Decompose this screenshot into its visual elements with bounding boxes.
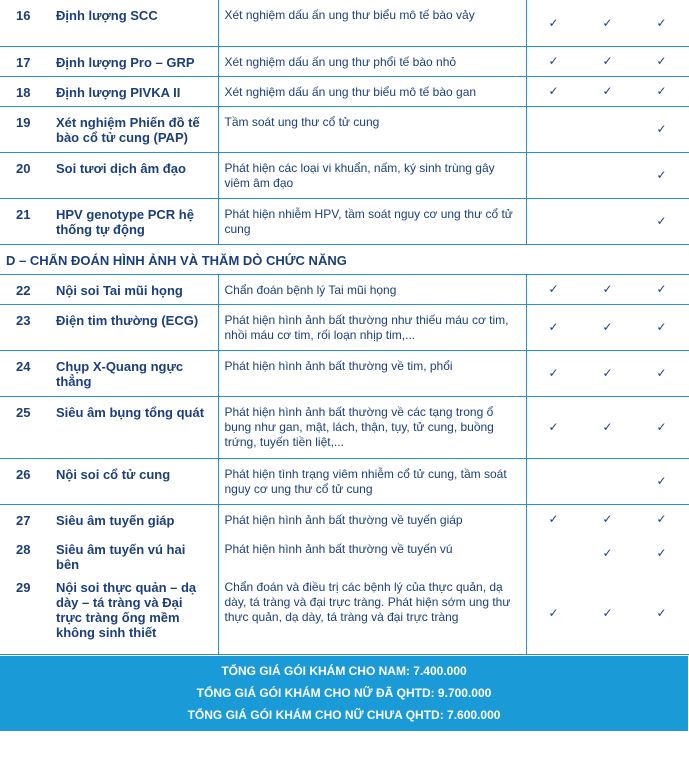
service-name: Siêu âm tuyến vú hai bên bbox=[46, 534, 218, 572]
check-male: ✓ bbox=[526, 46, 581, 76]
service-description: Phát hiện nhiễm HPV, tầm soát nguy cơ ung thư cổ tử cung bbox=[218, 198, 526, 244]
service-name: Xét nghiệm Phiến đồ tế bào cổ tử cung (PAP) bbox=[46, 106, 218, 152]
check-female-married: ✓ bbox=[581, 572, 635, 654]
check-female-married bbox=[581, 106, 635, 152]
check-female-single: ✓ bbox=[635, 0, 689, 46]
row-number: 18 bbox=[0, 76, 46, 106]
check-female-married: ✓ bbox=[602, 512, 613, 527]
service-description: Chẩn đoán và điều trị các bệnh lý của thực quản, dạ dày, tá tràng và đại trực tràng. Phát hiện sớm ung thư thực quản, dạ dày, tá tràng và đại trực tràng bbox=[218, 572, 526, 654]
service-name: Nội soi cổ tử cung bbox=[46, 458, 218, 504]
row-number: 29 bbox=[0, 572, 46, 654]
check-female-single: ✓ bbox=[635, 458, 689, 504]
check-female-married: ✓ bbox=[581, 46, 635, 76]
check-female-married: ✓ bbox=[581, 0, 635, 46]
service-description: Xét nghiệm dấu ấn ung thư biểu mô tế bào gan bbox=[218, 76, 526, 106]
check-male bbox=[526, 198, 581, 244]
check-female-single: ✓ bbox=[635, 572, 689, 654]
table-section-d-header bbox=[0, 244, 689, 274]
table-row bbox=[0, 46, 689, 76]
service-name: Điện tim thường (ECG) bbox=[46, 304, 218, 350]
service-description: Xét nghiệm dấu ấn ung thư biểu mô tế bào vảy bbox=[218, 0, 526, 46]
check-female-married bbox=[581, 458, 635, 504]
check-male: ✓ bbox=[526, 572, 581, 654]
check-female-single: ✓ bbox=[635, 350, 689, 396]
service-description: Xét nghiệm dấu ấn ung thư phổi tế bào nhỏ bbox=[218, 46, 526, 76]
check-female-single: ✓ bbox=[635, 46, 689, 76]
total-female-single: TỔNG GIÁ GÓI KHÁM CHO NỮ CHƯA QHTD: 7.600.000 bbox=[187, 708, 501, 722]
check-male: ✓ bbox=[526, 350, 581, 396]
check-female-single: ✓ bbox=[635, 198, 689, 244]
table-row bbox=[0, 458, 689, 504]
service-name: Siêu âm tuyến giáp bbox=[46, 504, 218, 534]
check-female-single: ✓ bbox=[635, 76, 689, 106]
service-description: Phát hiện tình trạng viêm nhiễm cổ tử cung, tầm soát nguy cơ ung thư cổ tử cung bbox=[218, 458, 526, 504]
check-female-single: ✓ bbox=[635, 274, 689, 304]
section-row bbox=[0, 244, 689, 274]
table-row bbox=[0, 0, 689, 46]
service-description: Phát hiện các loại vi khuẩn, nấm, ký sinh trùng gây viêm âm đạo bbox=[218, 152, 526, 198]
table-row bbox=[0, 572, 689, 654]
row-number: 28 bbox=[16, 542, 31, 557]
service-description: Phát hiện hình ảnh bất thường về các tạng trong ổ bụng như gan, mật, lách, thận, tụy, tử cung, buồng trứng, tuyến tiền liệt,... bbox=[218, 396, 526, 458]
service-name: Nội soi thực quản – dạ dày – tá tràng và Đại trực tràng ống mềm không sinh thiết bbox=[46, 572, 218, 654]
section-title: D – CHẨN ĐOÁN HÌNH ẢNH VÀ THĂM DÒ CHỨC NĂNG bbox=[0, 244, 689, 274]
total-female-married: TỔNG GIÁ GÓI KHÁM CHO NỮ ĐÃ QHTD: 9.700.000 bbox=[196, 686, 492, 700]
table-row bbox=[0, 152, 689, 198]
service-description: Chẩn đoán bệnh lý Tai mũi họng bbox=[218, 274, 526, 304]
row-number: 26 bbox=[0, 458, 46, 504]
check-male: ✓ bbox=[526, 76, 581, 106]
total-male: TỔNG GIÁ GÓI KHÁM CHO NAM: 7.400.000 bbox=[221, 664, 467, 678]
check-female-married: ✓ bbox=[581, 304, 635, 350]
service-name: Định lượng Pro – GRP bbox=[46, 46, 218, 76]
total-price-banner bbox=[0, 656, 688, 731]
check-female-married: ✓ bbox=[581, 274, 635, 304]
check-female-married bbox=[581, 198, 635, 244]
table-row bbox=[0, 350, 689, 396]
row-number: 25 bbox=[0, 396, 46, 458]
check-male: ✓ bbox=[526, 0, 581, 46]
table-row bbox=[0, 76, 689, 106]
check-male bbox=[526, 458, 581, 504]
check-male: ✓ bbox=[548, 512, 559, 527]
check-male bbox=[526, 534, 581, 572]
row-number: 16 bbox=[0, 0, 46, 46]
table-row bbox=[0, 274, 689, 304]
service-name: HPV genotype PCR hệ thống tự động bbox=[46, 198, 218, 244]
service-description: Tầm soát ung thư cổ tử cung bbox=[218, 106, 526, 152]
row-number: 24 bbox=[0, 350, 46, 396]
check-female-married: ✓ bbox=[581, 396, 635, 458]
service-description: Phát hiện hình ảnh bất thường về tim, phổi bbox=[218, 350, 526, 396]
service-name: Định lượng PIVKA II bbox=[46, 76, 218, 106]
table-row bbox=[0, 534, 689, 572]
check-male: ✓ bbox=[526, 304, 581, 350]
table-section-d bbox=[0, 274, 689, 654]
service-description: Phát hiện hình ảnh bất thường như thiếu máu cơ tim, nhồi máu cơ tim, rối loạn nhịp tim,... bbox=[218, 304, 526, 350]
service-description: Phát hiện hình ảnh bất thường về tuyến vú bbox=[218, 534, 526, 572]
row-number: 19 bbox=[0, 106, 46, 152]
row-number: 20 bbox=[0, 152, 46, 198]
table-row bbox=[0, 106, 689, 152]
check-female-single: ✓ bbox=[635, 152, 689, 198]
table-row bbox=[0, 504, 689, 534]
check-female-married: ✓ bbox=[602, 546, 613, 560]
check-female-single: ✓ bbox=[635, 106, 689, 152]
check-female-single: ✓ bbox=[656, 512, 667, 527]
service-name: Siêu âm bụng tổng quát bbox=[46, 396, 218, 458]
check-male: ✓ bbox=[526, 274, 581, 304]
check-male bbox=[526, 106, 581, 152]
check-male: ✓ bbox=[526, 396, 581, 458]
check-male bbox=[526, 152, 581, 198]
service-name: Định lượng SCC bbox=[46, 0, 218, 46]
check-female-single: ✓ bbox=[656, 546, 667, 560]
row-number: 27 bbox=[16, 512, 31, 528]
service-name: Soi tươi dịch âm đạo bbox=[46, 152, 218, 198]
row-number: 23 bbox=[0, 304, 46, 350]
row-number: 22 bbox=[0, 274, 46, 304]
service-name: Chụp X-Quang ngực thẳng bbox=[46, 350, 218, 396]
service-name: Nội soi Tai mũi họng bbox=[46, 274, 218, 304]
service-description: Phát hiện hình ảnh bất thường về tuyến giáp bbox=[218, 504, 526, 534]
check-female-single: ✓ bbox=[635, 396, 689, 458]
table-row bbox=[0, 198, 689, 244]
check-female-married: ✓ bbox=[581, 350, 635, 396]
check-female-single: ✓ bbox=[635, 304, 689, 350]
row-number: 17 bbox=[0, 46, 46, 76]
table-section-c bbox=[0, 0, 689, 244]
table-row bbox=[0, 396, 689, 458]
check-female-married: ✓ bbox=[581, 76, 635, 106]
table-row bbox=[0, 304, 689, 350]
row-number: 21 bbox=[0, 198, 46, 244]
check-female-married bbox=[581, 152, 635, 198]
